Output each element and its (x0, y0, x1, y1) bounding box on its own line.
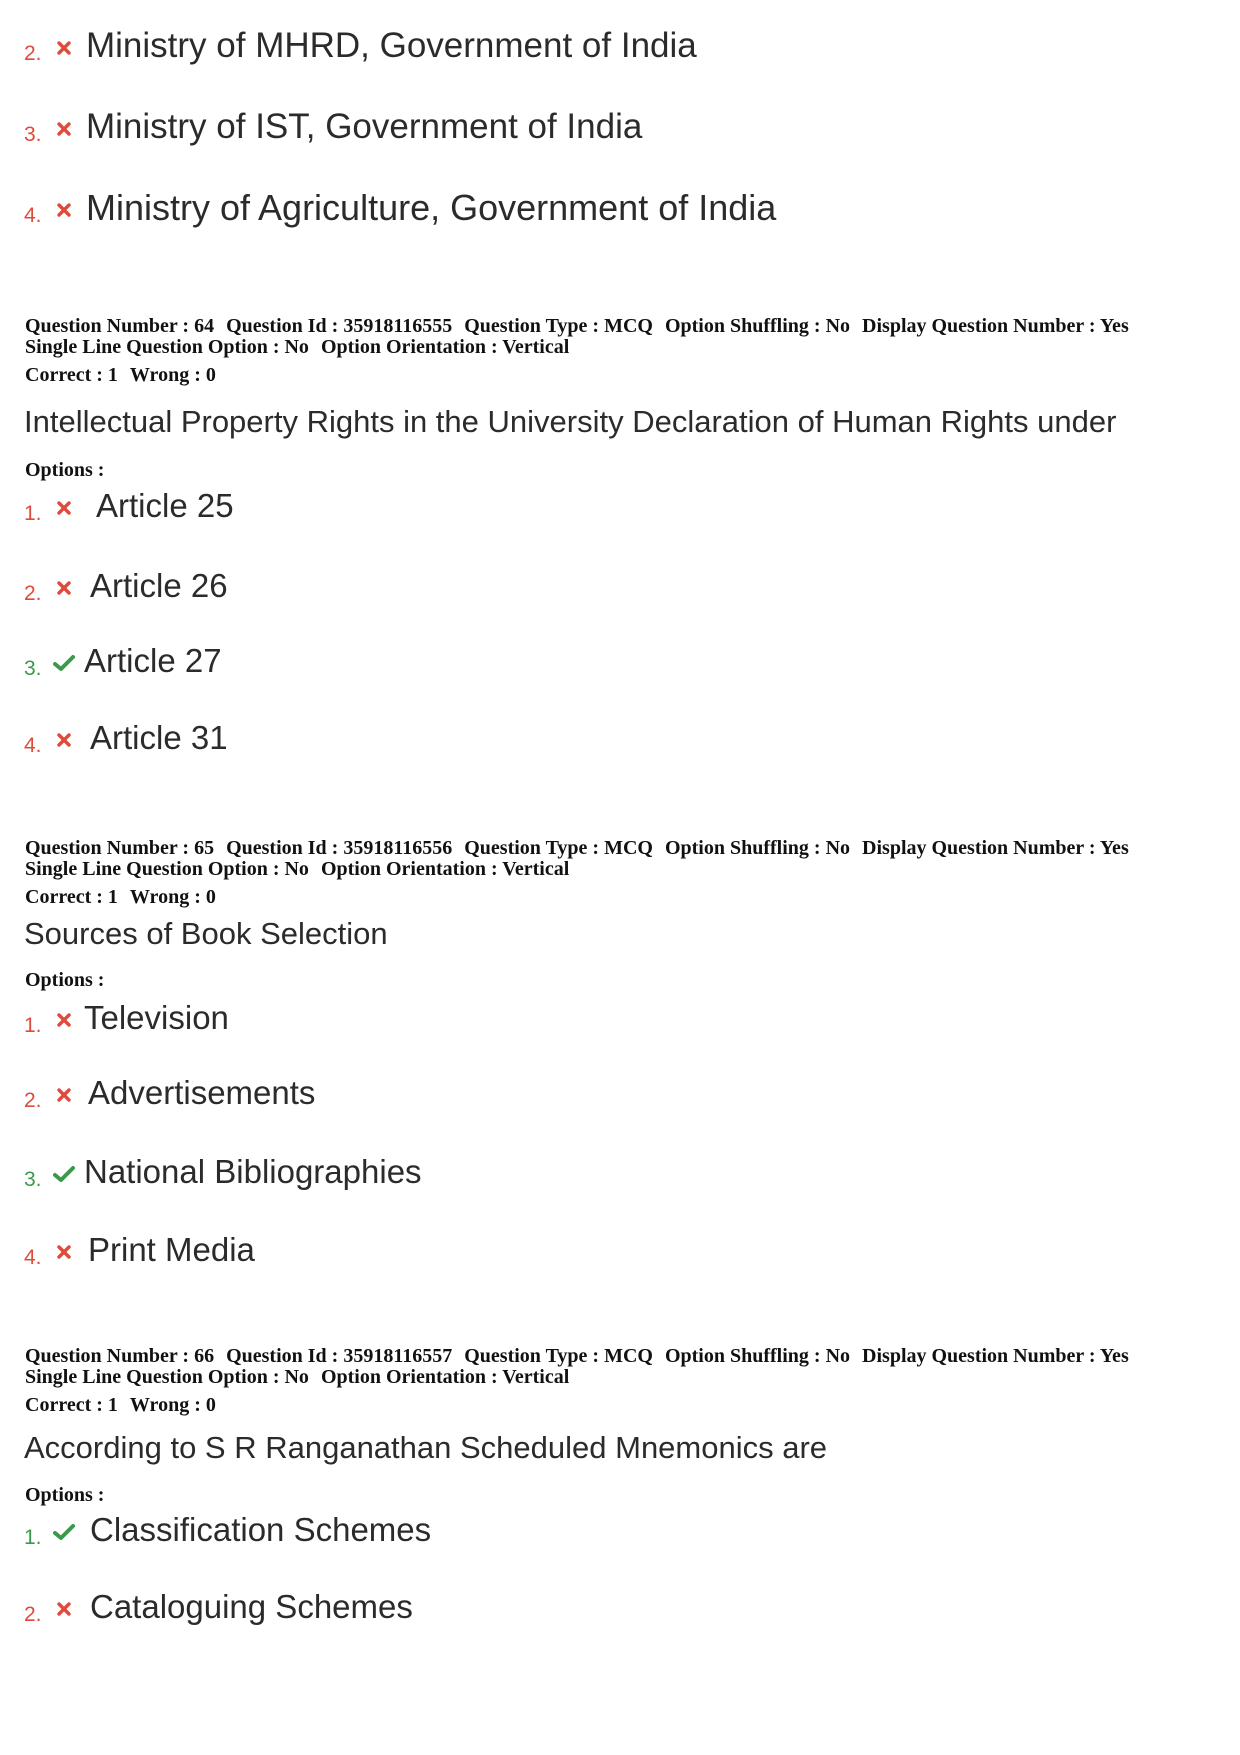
question-id: Question Id : 35918116557 (226, 1345, 453, 1367)
option-row (24, 1152, 422, 1192)
option-number: 2. (24, 582, 42, 605)
option-text: Ministry of Agriculture, Government of India (86, 187, 777, 228)
option-row (24, 718, 228, 758)
option-text: Advertisements (88, 1074, 316, 1111)
option-number: 2. (24, 42, 42, 65)
question-number: Question Number : 65 (25, 837, 215, 859)
option-shuffling: Option Shuffling : No (664, 315, 851, 337)
option-row (24, 486, 234, 526)
option-number: 2. (24, 1603, 42, 1626)
option-row (24, 1073, 315, 1113)
check-icon (50, 1523, 78, 1541)
options-label: Options : (25, 1484, 105, 1506)
option-text: National Bibliographies (84, 1153, 422, 1190)
display-question-number: Display Question Number : Yes (862, 837, 1129, 859)
option-row (24, 998, 229, 1038)
question-id: Question Id : 35918116555 (226, 315, 453, 337)
question-type: Question Type : MCQ (464, 315, 653, 337)
cross-icon (50, 40, 78, 56)
question-text: According to S R Ranganathan Scheduled Mnemonics are (24, 1430, 828, 1465)
option-number: 2. (24, 1089, 42, 1112)
correct-marks: Correct : 1 (25, 1394, 118, 1416)
option-text: Article 31 (90, 719, 228, 756)
correct-marks: Correct : 1 (25, 886, 118, 908)
option-number: 1. (24, 1014, 42, 1037)
option-number: 3. (24, 657, 42, 680)
question-meta (25, 838, 1220, 908)
option-row (24, 26, 697, 66)
option-text: Article 27 (84, 642, 222, 679)
cross-icon (50, 732, 78, 748)
question-meta (25, 316, 1220, 386)
option-row (24, 187, 776, 229)
question-text: Sources of Book Selection (24, 916, 388, 951)
option-number: 1. (24, 1526, 42, 1549)
cross-icon (50, 1244, 78, 1260)
options-label: Options : (25, 459, 105, 481)
check-icon (50, 1165, 78, 1183)
single-line-option: Single Line Question Option : No (25, 1366, 309, 1388)
option-number: 1. (24, 502, 42, 525)
display-question-number: Display Question Number : Yes (862, 315, 1129, 337)
option-text: Article 26 (90, 567, 228, 604)
cross-icon (50, 121, 78, 137)
wrong-marks: Wrong : 0 (129, 1394, 216, 1416)
question-type: Question Type : MCQ (464, 837, 653, 859)
option-row (24, 107, 642, 147)
wrong-marks: Wrong : 0 (129, 886, 216, 908)
cross-icon (50, 500, 78, 516)
option-text: Television (84, 999, 229, 1036)
cross-icon (50, 1601, 78, 1617)
option-row (24, 1230, 255, 1270)
question-meta (25, 1346, 1220, 1416)
options-label: Options : (25, 969, 105, 991)
option-number: 3. (24, 1168, 42, 1191)
cross-icon (50, 1087, 78, 1103)
cross-icon (50, 580, 78, 596)
option-text: Cataloguing Schemes (90, 1588, 413, 1625)
option-orientation: Option Orientation : Vertical (320, 1366, 570, 1388)
correct-marks: Correct : 1 (25, 364, 118, 386)
option-row (24, 1587, 413, 1627)
option-row (24, 566, 228, 606)
single-line-option: Single Line Question Option : No (25, 336, 309, 358)
question-number: Question Number : 64 (25, 315, 215, 337)
cross-icon (50, 202, 78, 218)
option-number: 4. (24, 734, 42, 757)
option-number: 3. (24, 123, 42, 146)
display-question-number: Display Question Number : Yes (862, 1345, 1129, 1367)
option-number: 4. (24, 204, 42, 227)
option-orientation: Option Orientation : Vertical (320, 858, 570, 880)
option-text: Ministry of IST, Government of India (86, 107, 643, 146)
question-number: Question Number : 66 (25, 1345, 215, 1367)
option-shuffling: Option Shuffling : No (664, 837, 851, 859)
option-number: 4. (24, 1246, 42, 1269)
option-text: Article 25 (96, 487, 234, 524)
option-orientation: Option Orientation : Vertical (320, 336, 570, 358)
question-text: Intellectual Property Rights in the University Declaration of Human Rights under (24, 404, 1117, 439)
question-type: Question Type : MCQ (464, 1345, 653, 1367)
option-text: Print Media (88, 1231, 255, 1268)
question-id: Question Id : 35918116556 (226, 837, 453, 859)
option-shuffling: Option Shuffling : No (664, 1345, 851, 1367)
option-row (24, 641, 222, 681)
option-text: Classification Schemes (90, 1511, 432, 1548)
check-icon (50, 654, 78, 672)
option-text: Ministry of MHRD, Government of India (86, 26, 697, 65)
option-row (24, 1510, 431, 1550)
cross-icon (50, 1012, 78, 1028)
single-line-option: Single Line Question Option : No (25, 858, 309, 880)
wrong-marks: Wrong : 0 (129, 364, 216, 386)
